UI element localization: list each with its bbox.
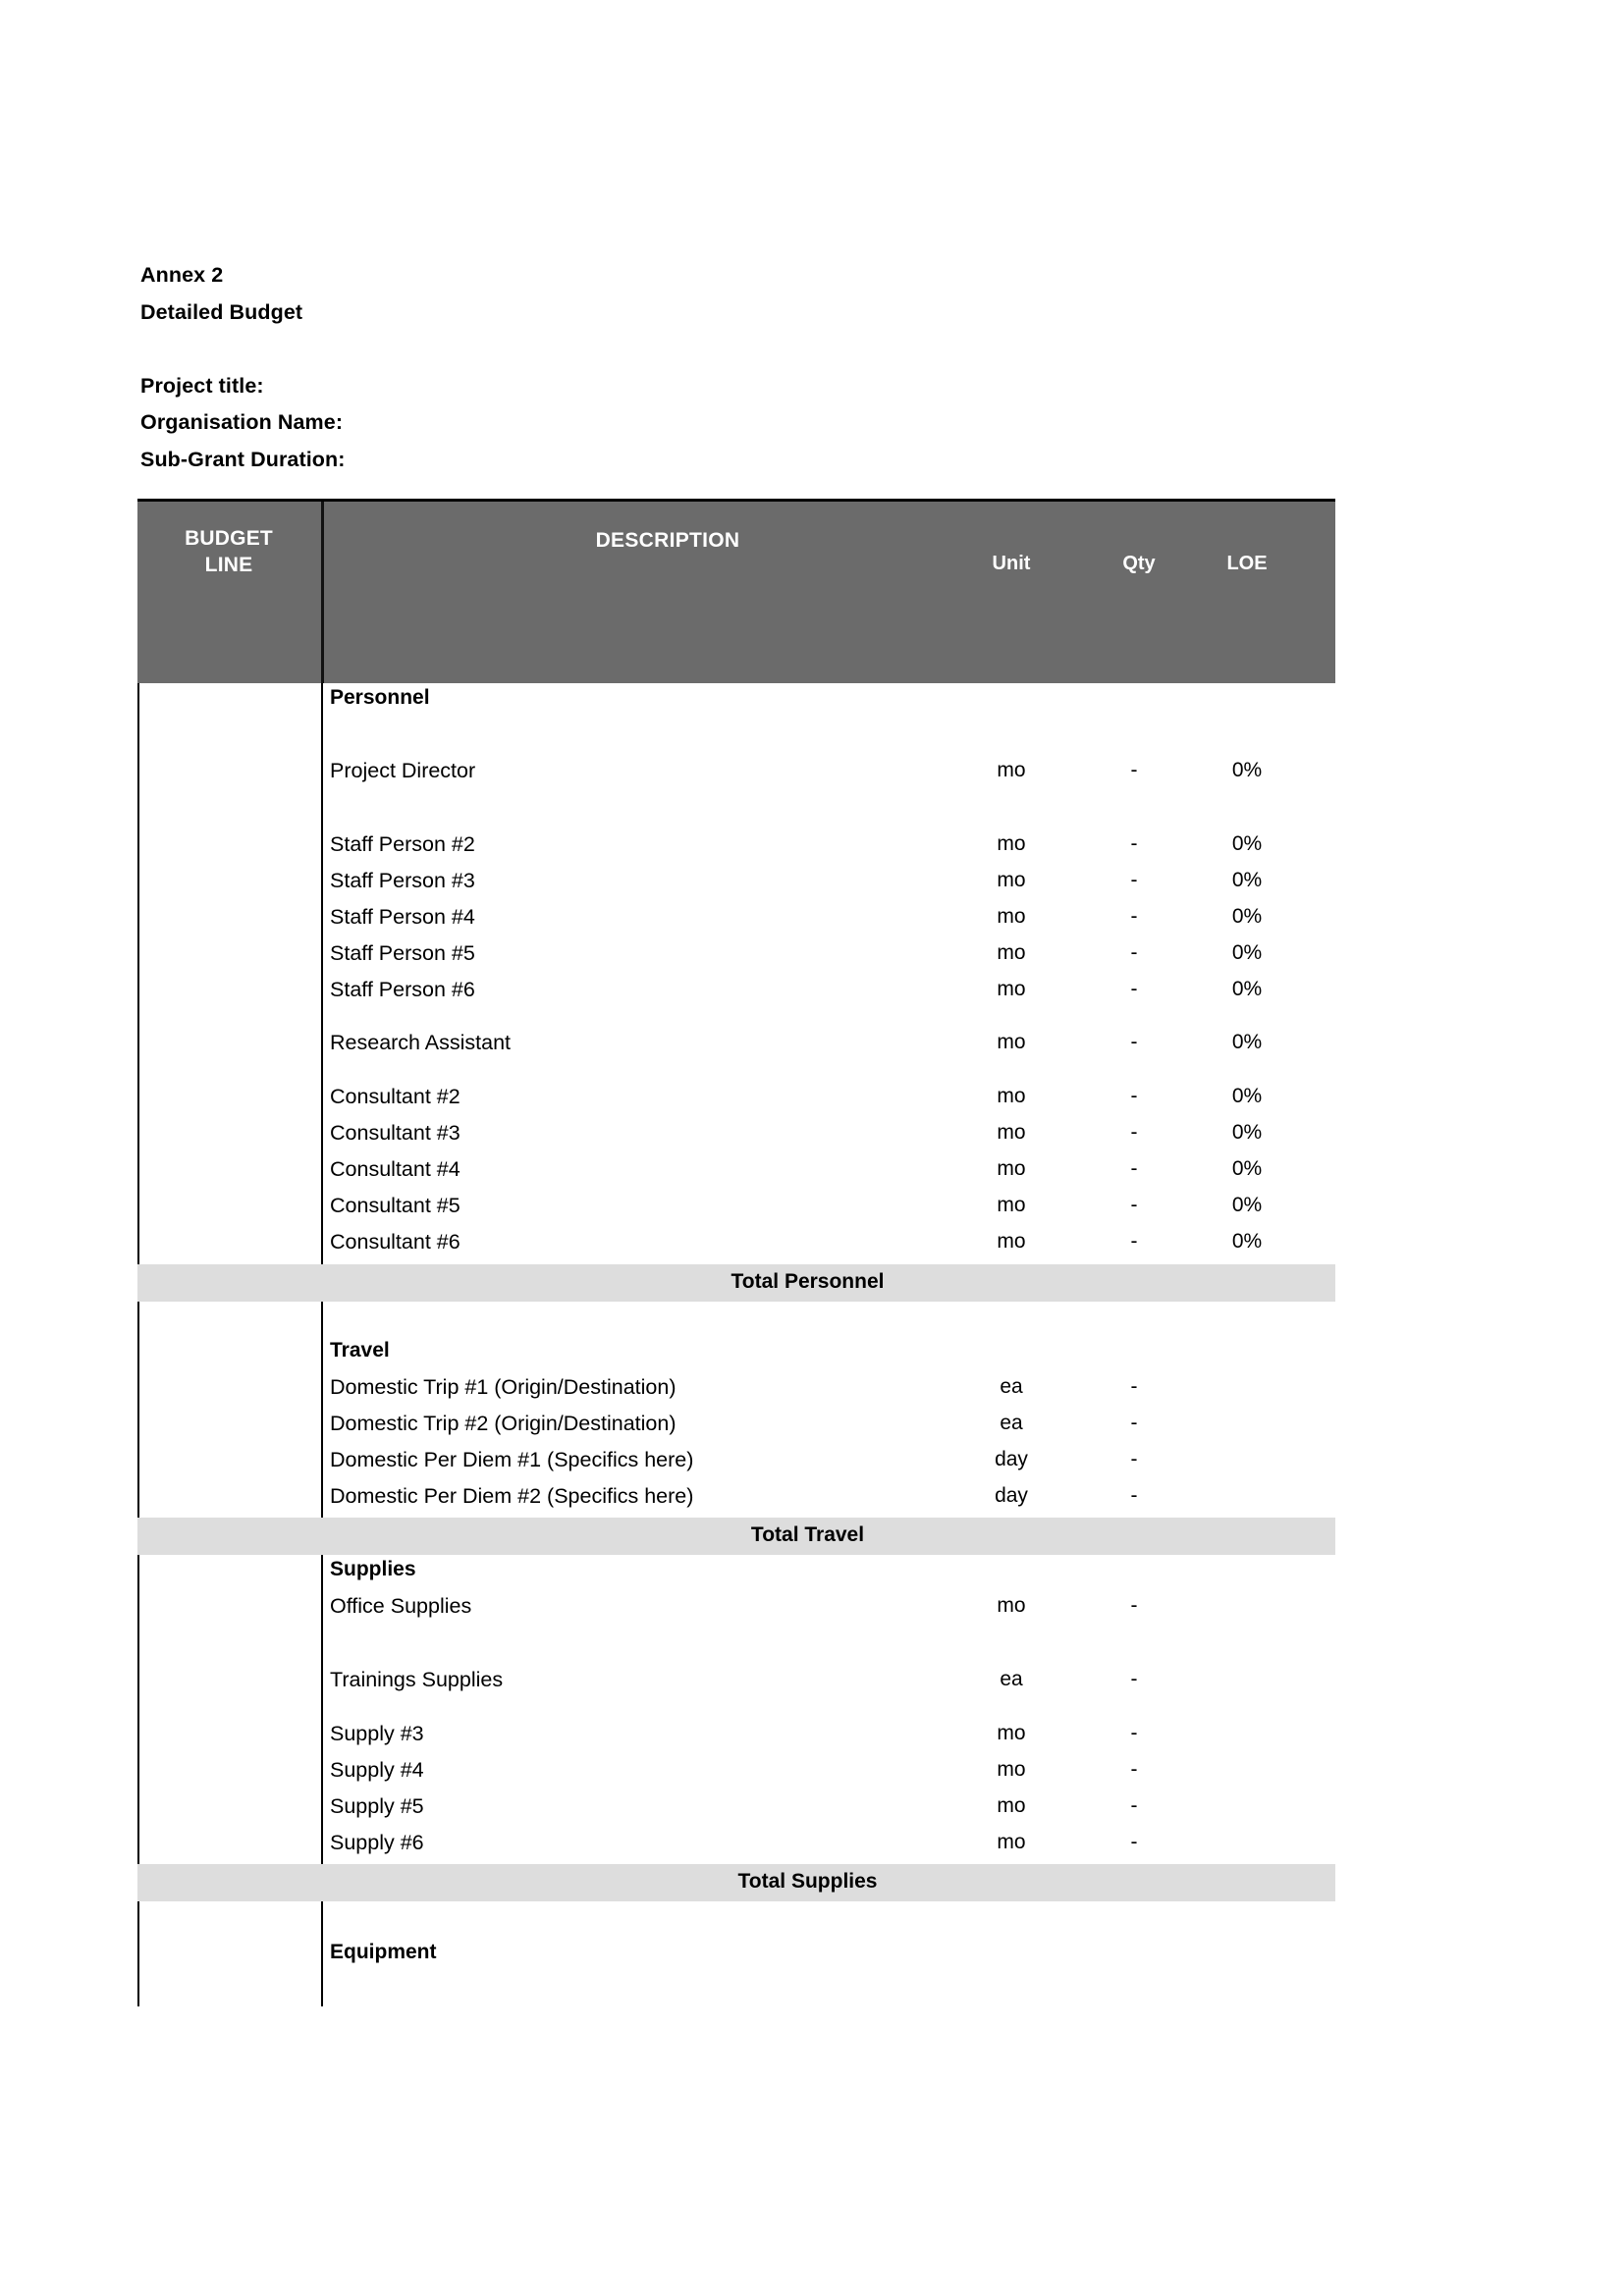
table-row [137,1755,1335,1791]
line-item-description-cell: Consultant #6 [330,1230,460,1254]
loe-cell: 0% [1231,978,1263,1000]
unit-cell: mo [997,1594,1026,1617]
loe-cell: 0% [1231,1085,1263,1107]
organisation-name-label: Organisation Name: [140,410,344,434]
qty-cell: - [1130,941,1138,964]
qty-cell: - [1130,905,1138,928]
table-row [137,1481,1335,1518]
unit-cell: ea [1000,1412,1023,1434]
unit-cell: mo [997,759,1026,781]
table-total-row [137,1864,1335,1901]
loe-cell: 0% [1231,1230,1263,1253]
loe-cell: 0% [1231,1157,1263,1180]
table-row [137,1719,1335,1755]
loe-cell: 0% [1231,832,1263,855]
table-total-row [137,1518,1335,1555]
table-row [137,1445,1335,1481]
column-header-budget-line [137,502,320,683]
table-row [137,1191,1335,1227]
loe-cell: 0% [1231,759,1263,781]
table-total-row [137,1264,1335,1302]
unit-cell: mo [997,1121,1026,1144]
table-row [137,683,1335,720]
table-row [137,829,1335,866]
line-item-description-cell: Supply #3 [330,1722,424,1745]
unit-cell: mo [997,1194,1026,1216]
line-item-description-cell: Supply #6 [330,1831,424,1854]
unit-cell: mo [997,869,1026,891]
qty-cell: - [1130,1831,1138,1853]
table-row [137,1336,1335,1372]
loe-cell: 0% [1231,905,1263,928]
line-item-description-cell: Staff Person #2 [330,832,475,856]
unit-cell: mo [997,1157,1026,1180]
unit-cell: mo [997,1230,1026,1253]
table-row [137,1082,1335,1118]
table-row [137,1118,1335,1154]
line-item-description-cell: Consultant #4 [330,1157,460,1181]
section-heading-cell: Personnel [330,686,430,709]
unit-cell: mo [997,1031,1026,1053]
unit-cell: day [995,1448,1028,1470]
line-item-description-cell: Domestic Per Diem #1 (Specifics here) [330,1448,694,1471]
table-row [137,1665,1335,1701]
loe-cell: 0% [1231,1121,1263,1144]
qty-cell: - [1130,869,1138,891]
line-item-description-cell: Staff Person #6 [330,978,475,1001]
table-row [137,975,1335,1011]
qty-cell: - [1130,1194,1138,1216]
table-row [137,902,1335,938]
unit-cell: mo [997,1758,1026,1781]
total-row-label: Total Travel [750,1523,865,1546]
table-row [137,1938,1335,1974]
qty-cell: - [1130,1758,1138,1781]
table-row [137,1227,1335,1263]
table-row [137,1372,1335,1409]
column-header-loe: LOE [1226,553,1268,574]
table-row [137,756,1335,792]
table-row [137,866,1335,902]
document-title: Detailed Budget [140,299,303,324]
qty-cell: - [1130,1668,1138,1690]
section-heading-cell: Supplies [330,1558,416,1580]
loe-cell: 0% [1231,869,1263,891]
detailed-budget-table [137,499,1335,2008]
table-row [137,938,1335,975]
qty-cell: - [1130,978,1138,1000]
qty-cell: - [1130,832,1138,855]
line-item-description-cell: Supply #4 [330,1758,424,1782]
unit-cell: mo [997,941,1026,964]
total-row-label: Total Personnel [731,1270,885,1293]
qty-cell: - [1130,1412,1138,1434]
table-row [137,1409,1335,1445]
qty-cell: - [1130,1230,1138,1253]
qty-cell: - [1130,1157,1138,1180]
qty-cell: - [1130,1121,1138,1144]
qty-cell: - [1130,1031,1138,1053]
qty-cell: - [1130,1794,1138,1817]
column-header-budget-line-line2: LINE [204,554,253,576]
loe-cell: 0% [1231,1031,1263,1053]
qty-cell: - [1130,1085,1138,1107]
table-row [137,1028,1335,1064]
line-item-description-cell: Supply #5 [330,1794,424,1818]
unit-cell: day [995,1484,1028,1507]
line-item-description-cell: Research Assistant [330,1031,512,1054]
sub-grant-duration-label: Sub-Grant Duration: [140,447,346,471]
loe-cell: 0% [1231,1194,1263,1216]
line-item-description-cell: Office Supplies [330,1594,472,1618]
section-heading-cell: Travel [330,1339,390,1362]
qty-cell: - [1130,1722,1138,1744]
qty-cell: - [1130,759,1138,781]
table-row [137,1791,1335,1828]
unit-cell: ea [1000,1375,1023,1398]
line-item-description-cell: Consultant #2 [330,1085,460,1108]
unit-cell: ea [1000,1668,1023,1690]
unit-cell: mo [997,1831,1026,1853]
unit-cell: mo [997,1085,1026,1107]
section-heading-cell: Equipment [330,1941,437,1963]
total-row-label: Total Supplies [737,1870,878,1893]
line-item-description-cell: Domestic Per Diem #2 (Specifics here) [330,1484,694,1508]
project-title-label: Project title: [140,373,264,398]
line-item-description-cell: Consultant #3 [330,1121,460,1145]
unit-cell: mo [997,1722,1026,1744]
column-header-budget-line-line1: BUDGET [185,527,273,550]
table-row [137,1591,1335,1628]
table-body [137,683,1335,2008]
line-item-description-cell: Consultant #5 [330,1194,460,1217]
table-header-row [137,499,1335,683]
table-row [137,1154,1335,1191]
loe-cell: 0% [1231,941,1263,964]
line-item-description-cell: Staff Person #5 [330,941,475,965]
unit-cell: mo [997,1794,1026,1817]
qty-cell: - [1130,1448,1138,1470]
line-item-description-cell: Staff Person #4 [330,905,475,929]
qty-cell: - [1130,1375,1138,1398]
column-header-description: DESCRIPTION [595,529,740,552]
table-row [137,1828,1335,1864]
line-item-description-cell: Domestic Trip #1 (Origin/Destination) [330,1375,677,1399]
line-item-description-cell: Domestic Trip #2 (Origin/Destination) [330,1412,677,1435]
annex-label: Annex 2 [140,263,224,287]
unit-cell: mo [997,978,1026,1000]
qty-cell: - [1130,1484,1138,1507]
document-heading-block [140,257,346,478]
line-item-description-cell: Staff Person #3 [330,869,475,892]
line-item-description-cell: Trainings Supplies [330,1668,504,1691]
column-header-unit: Unit [992,553,1031,574]
column-header-qty: Qty [1122,553,1156,574]
unit-cell: mo [997,905,1026,928]
table-row [137,1555,1335,1591]
unit-cell: mo [997,832,1026,855]
line-item-description-cell: Project Director [330,759,476,782]
qty-cell: - [1130,1594,1138,1617]
